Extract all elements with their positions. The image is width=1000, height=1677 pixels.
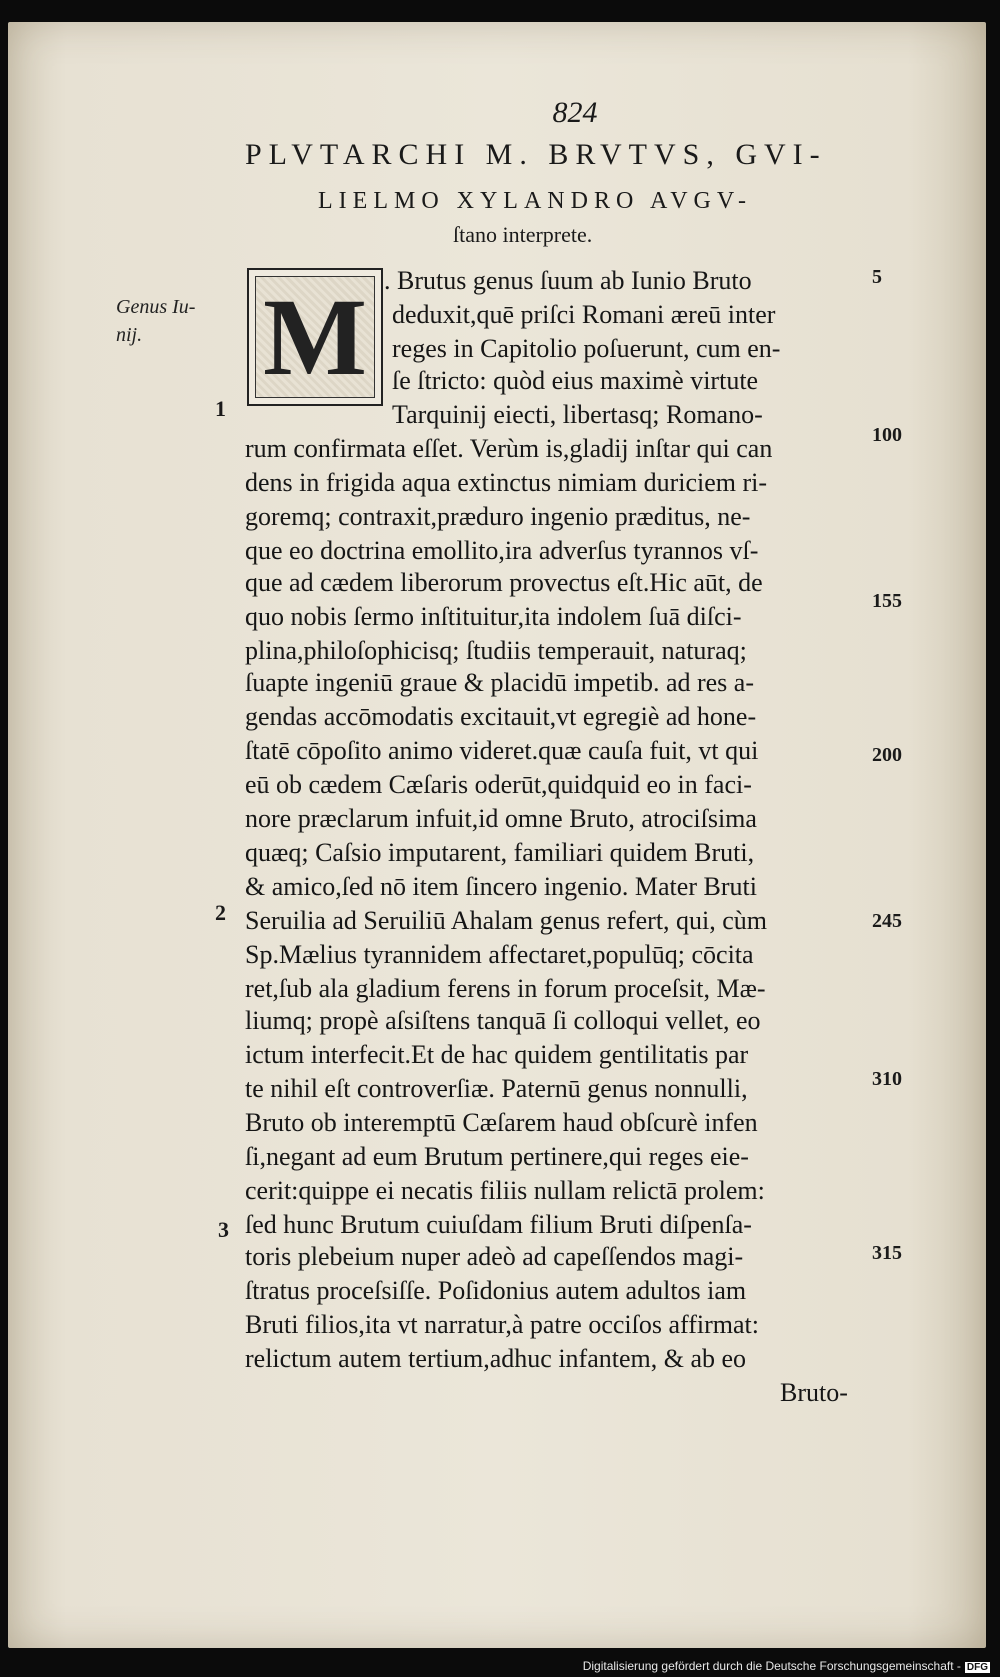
digitization-credit (583, 1659, 990, 1673)
text-line: cerit:quippe ei necatis filiis nullam relictā prolem: (245, 1176, 765, 1205)
line-number-310: 310 (872, 1068, 902, 1090)
text-line: toris plebeium nuper adeò ad capeſſendos magi- (245, 1242, 744, 1271)
heading-line-3: ſtano interprete. (453, 222, 593, 247)
line-number-200: 200 (872, 744, 902, 766)
catchword: Bruto- (780, 1378, 848, 1407)
text-line: plina,philoſophicisq; ſtudiis temperauit, naturaq; (245, 636, 747, 665)
chapter-number-1: 1 (215, 396, 226, 421)
text-line: ſuapte ingeniū graue & placidū impetib. ad res a- (245, 668, 754, 697)
text-line: ictum interfecit.Et de hac quidem gentilitatis par (245, 1040, 749, 1069)
text-line: Tarquinij eiecti, libertasq; Romano- (392, 400, 763, 429)
text-line: ſe ſtricto: quòd eius maximè virtute (392, 366, 759, 395)
text-line: Sp.Mælius tyrannidem affectaret,populūq; cōcita (245, 940, 754, 969)
text-line: ſtratus proceſsiſſe. Poſidonius autem adultos iam (245, 1276, 747, 1305)
text-line: Bruti filios,ita vt narratur,à patre occiſos affirmat: (245, 1310, 759, 1339)
line-number-100: 100 (872, 424, 902, 446)
text-line: quæq; Caſsio imputarent, familiari quidem Bruti, (245, 838, 755, 867)
text-line: ret,ſub ala gladium ferens in forum proceſsit, Mæ- (245, 974, 766, 1003)
footer-text: Digitalisierung gefördert durch die Deutsche Forschungsgemeinschaft - (582, 1659, 961, 1673)
line-number-155: 155 (872, 590, 902, 612)
text-line: que ad cædem liberorum provectus eſt.Hic aūt, de (245, 568, 763, 597)
text-line: quo nobis ſermo inſtituitur,ita indolem ſuā diſci- (245, 602, 742, 631)
text-line: te nihil eſt controverſiæ. Paternū genus nonnulli, (245, 1074, 748, 1103)
text-line: eū ob cædem Cæſaris oderūt,quidquid eo in faci- (245, 770, 752, 799)
text-line: . Brutus genus ſuum ab Iunio Bruto (384, 266, 752, 295)
text-line: gendas accōmodatis excitauit,vt egregiè ad hone- (245, 702, 757, 731)
text-line: Bruto ob interemptū Cæſarem haud obſcurè infen (245, 1108, 758, 1137)
text-line: dens in frigida aqua extinctus nimiam duriciem ri- (245, 468, 768, 497)
margin-note-line-1: Genus Iu- (116, 296, 196, 318)
text-line: ſtatē cōpoſito animo videret.quæ cauſa fuit, vt qui (245, 736, 759, 765)
heading-line-1: PLVTARCHI M. BRVTVS, GVI- (245, 138, 827, 171)
line-number-245: 245 (872, 910, 902, 932)
text-line: nore præclarum infuit,id omne Bruto, atrociſsima (245, 804, 757, 833)
page-number: 824 (552, 96, 598, 129)
text-line: reges in Capitolio poſuerunt, cum en- (392, 334, 781, 363)
text-line: rum confirmata eſſet. Verùm is,gladij inſtar qui can (245, 434, 773, 463)
text-line: relictum autem tertium,adhuc infantem, & ab eo (245, 1344, 747, 1373)
line-number-5: 5 (872, 266, 882, 288)
heading-line-2: LIELMO XYLANDRO AVGV- (318, 188, 753, 214)
decorated-initial-letter (247, 268, 383, 406)
dfg-logo: DFG (966, 1662, 988, 1673)
chapter-number-3: 3 (218, 1217, 229, 1242)
text-line: ſed hunc Brutum cuiuſdam filium Bruti diſpenſa- (245, 1210, 752, 1239)
text-line: que eo doctrina emollito,ira adverſus tyrannos vſ- (245, 536, 759, 565)
text-line: deduxit,quē priſci Romani æreū inter (392, 300, 776, 329)
chapter-number-2: 2 (215, 900, 226, 925)
text-line: ſi,negant ad eum Brutum pertinere,qui reges eie- (245, 1142, 749, 1171)
initial-letter-glyph: M (255, 276, 375, 398)
text-line: & amico,ſed nō item ſincero ingenio. Mater Bruti (245, 872, 757, 901)
text-line: goremq; contraxit,præduro ingenio præditus, ne- (245, 502, 751, 531)
line-number-315: 315 (872, 1242, 902, 1264)
text-line: Seruilia ad Seruiliū Ahalam genus refert, qui, cùm (245, 906, 768, 935)
text-line: liumq; propè aſsiſtens tanquā ſi colloqui vellet, eo (245, 1006, 761, 1035)
margin-note-line-2: nij. (116, 324, 143, 346)
